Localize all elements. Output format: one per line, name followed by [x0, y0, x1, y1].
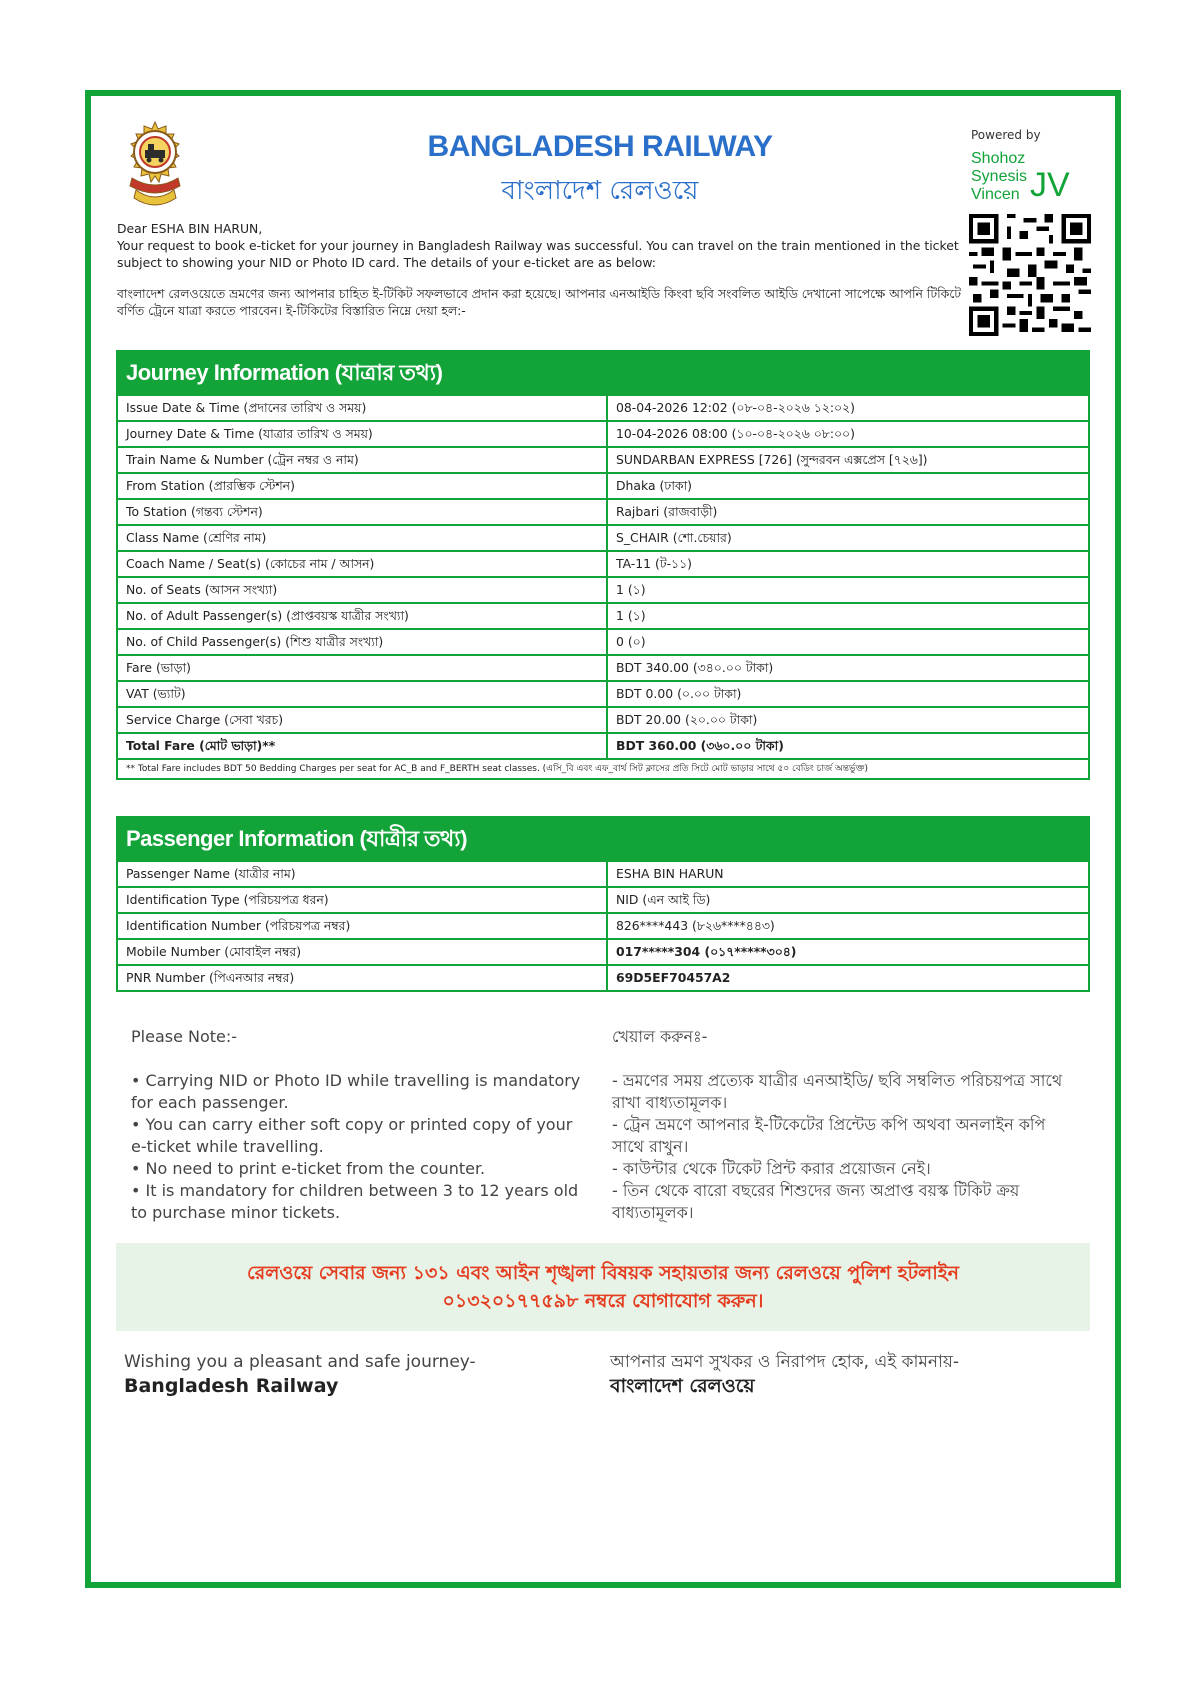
list-item: • You can carry either soft copy or printed copy of your e-ticket while travelling.	[131, 1115, 573, 1156]
mobile-row	[118, 938, 1088, 964]
row-label: No. of Seats (আসন সংখ্যা)	[118, 578, 608, 602]
total-fare-label: Total Fare (মোট ভাড়া)**	[118, 734, 608, 758]
row-value: 1 (১)	[616, 608, 646, 623]
pnr-label: PNR Number (পিএনআর নম্বর)	[118, 966, 608, 990]
table-row	[118, 628, 1088, 654]
row-label: Passenger Name (যাত্রীর নাম)	[118, 862, 608, 886]
list-item: - ট্রেন ভ্রমণে আপনার ই-টিকেটের প্রিন্টেড কপি অথবা অনলাইন কপি সাথে রাখুন।	[612, 1115, 1046, 1156]
row-value: SUNDARBAN EXPRESS [726] (সুন্দরবন এক্সপ্রেস [৭২৬])	[616, 452, 928, 467]
table-row	[118, 680, 1088, 706]
row-value: BDT 0.00 (০.০০ টাকা)	[616, 686, 742, 701]
brand-line-3: Vincen	[971, 186, 1020, 203]
signature-english: Bangladesh Railway	[124, 1375, 339, 1397]
table-row	[118, 706, 1088, 732]
closing-english	[124, 1350, 476, 1398]
passenger-table	[116, 862, 1090, 992]
mobile-value: 017*****304 (০১৭*****৩০৪)	[616, 944, 797, 959]
row-label: To Station (গন্তব্য স্টেশন)	[118, 500, 608, 524]
notes-english	[131, 1026, 591, 1224]
row-value: NID (এন আই ডি)	[616, 892, 711, 907]
list-item: - তিন থেকে বারো বছরের শিশুদের জন্য অপ্রাপ্ত বয়স্ক টিকিট ক্রয় বাধ্যতামূলক।	[612, 1181, 1020, 1222]
brand-jv: JV	[1030, 166, 1070, 204]
mobile-label: Mobile Number (মোবাইল নম্বর)	[118, 940, 608, 964]
intro-bangla: বাংলাদেশ রেলওয়েতে ভ্রমণের জন্য আপনার চাহিত ই-টিকিট সফলভাবে প্রদান করা হয়েছে। আপনার এনআইডি কিংবা ছবি সংবলিত আইডি দেখানো সাপেক্ষে আপনি টিকিটে বর্ণিত ট্রেনে যাত্রা করতে পারবেন। ই-টিকিটের বিস্তারিত নিম্নে দেয়া হল:-	[117, 286, 962, 318]
brand-line-1: Shohoz	[971, 150, 1026, 167]
helpline-banner: রেলওয়ে সেবার জন্য ১৩১ এবং আইন শৃঙ্খলা বিষয়ক সহায়তার জন্য রেলওয়ে পুলিশ হটলাইন ০১৩২০১৭৭৫৯৮ নম্বরে যোগাযোগ করুন।	[116, 1243, 1090, 1331]
row-value: 10-04-2026 08:00 (১০-০৪-২০২৬ ০৮:০০)	[616, 426, 855, 441]
list-item: • No need to print e-ticket from the counter.	[131, 1159, 486, 1178]
closing-wish-english: Wishing you a pleasant and safe journey-	[124, 1352, 476, 1372]
table-row	[118, 498, 1088, 524]
total-fare-value: BDT 360.00 (৩৬০.০০ টাকা)	[616, 738, 784, 753]
row-label: From Station (প্রারম্ভিক স্টেশন)	[118, 474, 608, 498]
passenger-information-section	[116, 816, 1090, 992]
notes-bangla-heading: খেয়াল করুনঃ-	[612, 1027, 708, 1046]
list-item: - ভ্রমণের সময় প্রত্যেক যাত্রীর এনআইডি/ ছবি সম্বলিত পরিচয়পত্র সাথে রাখা বাধ্যতামূলক।	[612, 1071, 1063, 1112]
table-row	[118, 602, 1088, 628]
journey-information-section	[116, 350, 1090, 780]
row-label: Service Charge (সেবা খরচ)	[118, 708, 608, 732]
intro-english: Your request to book e-ticket for your journey in Bangladesh Railway was successful. You can travel on the train mentioned in the ticket subject to showing your NID or Photo ID card. The details of your e-ticket are as below:	[117, 238, 959, 270]
row-value: 826****443 (৮২৬****৪৪৩)	[616, 918, 775, 933]
closing-wish-bangla: আপনার ভ্রমণ সুখকর ও নিরাপদ হোক, এই কামনায়-	[610, 1352, 960, 1372]
notes-bangla	[612, 1026, 1082, 1224]
row-value: Rajbari (রাজবাড়ী)	[616, 504, 718, 519]
table-row	[118, 654, 1088, 680]
signature-bangla: বাংলাদেশ রেলওয়ে	[610, 1375, 755, 1397]
passenger-information-heading: Passenger Information (যাত্রীর তথ্য)	[116, 816, 1090, 862]
title-english: BANGLADESH RAILWAY	[427, 130, 773, 163]
title-bangla: বাংলাদেশ রেলওয়ে	[501, 176, 699, 206]
row-label: No. of Child Passenger(s) (শিশু যাত্রীর সংখ্যা)	[118, 630, 608, 654]
journey-information-heading: Journey Information (যাত্রার তথ্য)	[116, 350, 1090, 396]
table-row	[118, 420, 1088, 446]
table-row	[118, 550, 1088, 576]
row-value: BDT 20.00 (২০.০০ টাকা)	[616, 712, 758, 727]
row-value: ESHA BIN HARUN	[616, 866, 724, 881]
journey-table	[116, 396, 1090, 780]
row-value: 0 (০)	[616, 634, 646, 649]
railway-seal-logo	[122, 120, 188, 212]
table-row	[118, 472, 1088, 498]
table-row	[118, 446, 1088, 472]
table-row	[118, 912, 1088, 938]
pnr-row	[118, 964, 1088, 990]
row-label: VAT (ভ্যাট)	[118, 682, 608, 706]
table-row	[118, 576, 1088, 602]
pnr-value: 69D5EF70457A2	[616, 970, 731, 985]
row-label: Train Name & Number (ট্রেন নম্বর ও নাম)	[118, 448, 608, 472]
brand-line-2: Synesis	[971, 168, 1028, 185]
intro-letter	[117, 220, 965, 319]
row-value: 1 (১)	[616, 582, 646, 597]
notes-english-heading: Please Note:-	[131, 1027, 238, 1046]
row-value: BDT 340.00 (৩৪০.০০ টাকা)	[616, 660, 774, 675]
row-label: No. of Adult Passenger(s) (প্রাপ্তবয়স্ক যাত্রীর সংখ্যা)	[118, 604, 608, 628]
brand-logo	[971, 150, 1070, 204]
row-value: Dhaka (ঢাকা)	[616, 478, 693, 493]
table-row	[118, 886, 1088, 912]
row-label: Coach Name / Seat(s) (কোচের নাম / আসন)	[118, 552, 608, 576]
fare-footnote: ** Total Fare includes BDT 50 Bedding Charges per seat for AC_B and F_BERTH seat classes. (এসি_বি এবং এফ_বার্থ সিট ক্লাসের প্রতি সিটে মোট ভাড়ার সাথে ৫০ বেডিং চার্জ অন্তর্ভুক্ত)	[118, 758, 1088, 778]
powered-by-label: Powered by	[971, 128, 1041, 142]
list-item: • Carrying NID or Photo ID while travelling is mandatory for each passenger.	[131, 1071, 581, 1112]
table-row	[118, 524, 1088, 550]
list-item: • It is mandatory for children between 3 to 12 years old to purchase minor tickets.	[131, 1181, 579, 1222]
row-label: Identification Type (পরিচয়পত্র ধরন)	[118, 888, 608, 912]
row-label: Issue Date & Time (প্রদানের তারিখ ও সময়)	[118, 396, 608, 420]
row-label: Fare (ভাড়া)	[118, 656, 608, 680]
table-row	[118, 396, 1088, 420]
row-value: 08-04-2026 12:02 (০৮-০৪-২০২৬ ১২:০২)	[616, 400, 855, 415]
closing-bangla	[610, 1350, 959, 1398]
qr-code-icon	[969, 214, 1091, 336]
row-label: Journey Date & Time (যাত্রার তারিখ ও সময়)	[118, 422, 608, 446]
row-label: Class Name (শ্রেণির নাম)	[118, 526, 608, 550]
table-row	[118, 862, 1088, 886]
list-item: - কাউন্টার থেকে টিকেট প্রিন্ট করার প্রয়োজন নেই।	[612, 1159, 931, 1178]
row-value: TA-11 (ট-১১)	[616, 556, 692, 571]
row-value: S_CHAIR (শো.চেয়ার)	[616, 530, 732, 545]
greeting: Dear ESHA BIN HARUN,	[117, 221, 263, 236]
row-label: Identification Number (পরিচয়পত্র নম্বর)	[118, 914, 608, 938]
total-fare-row	[118, 732, 1088, 758]
